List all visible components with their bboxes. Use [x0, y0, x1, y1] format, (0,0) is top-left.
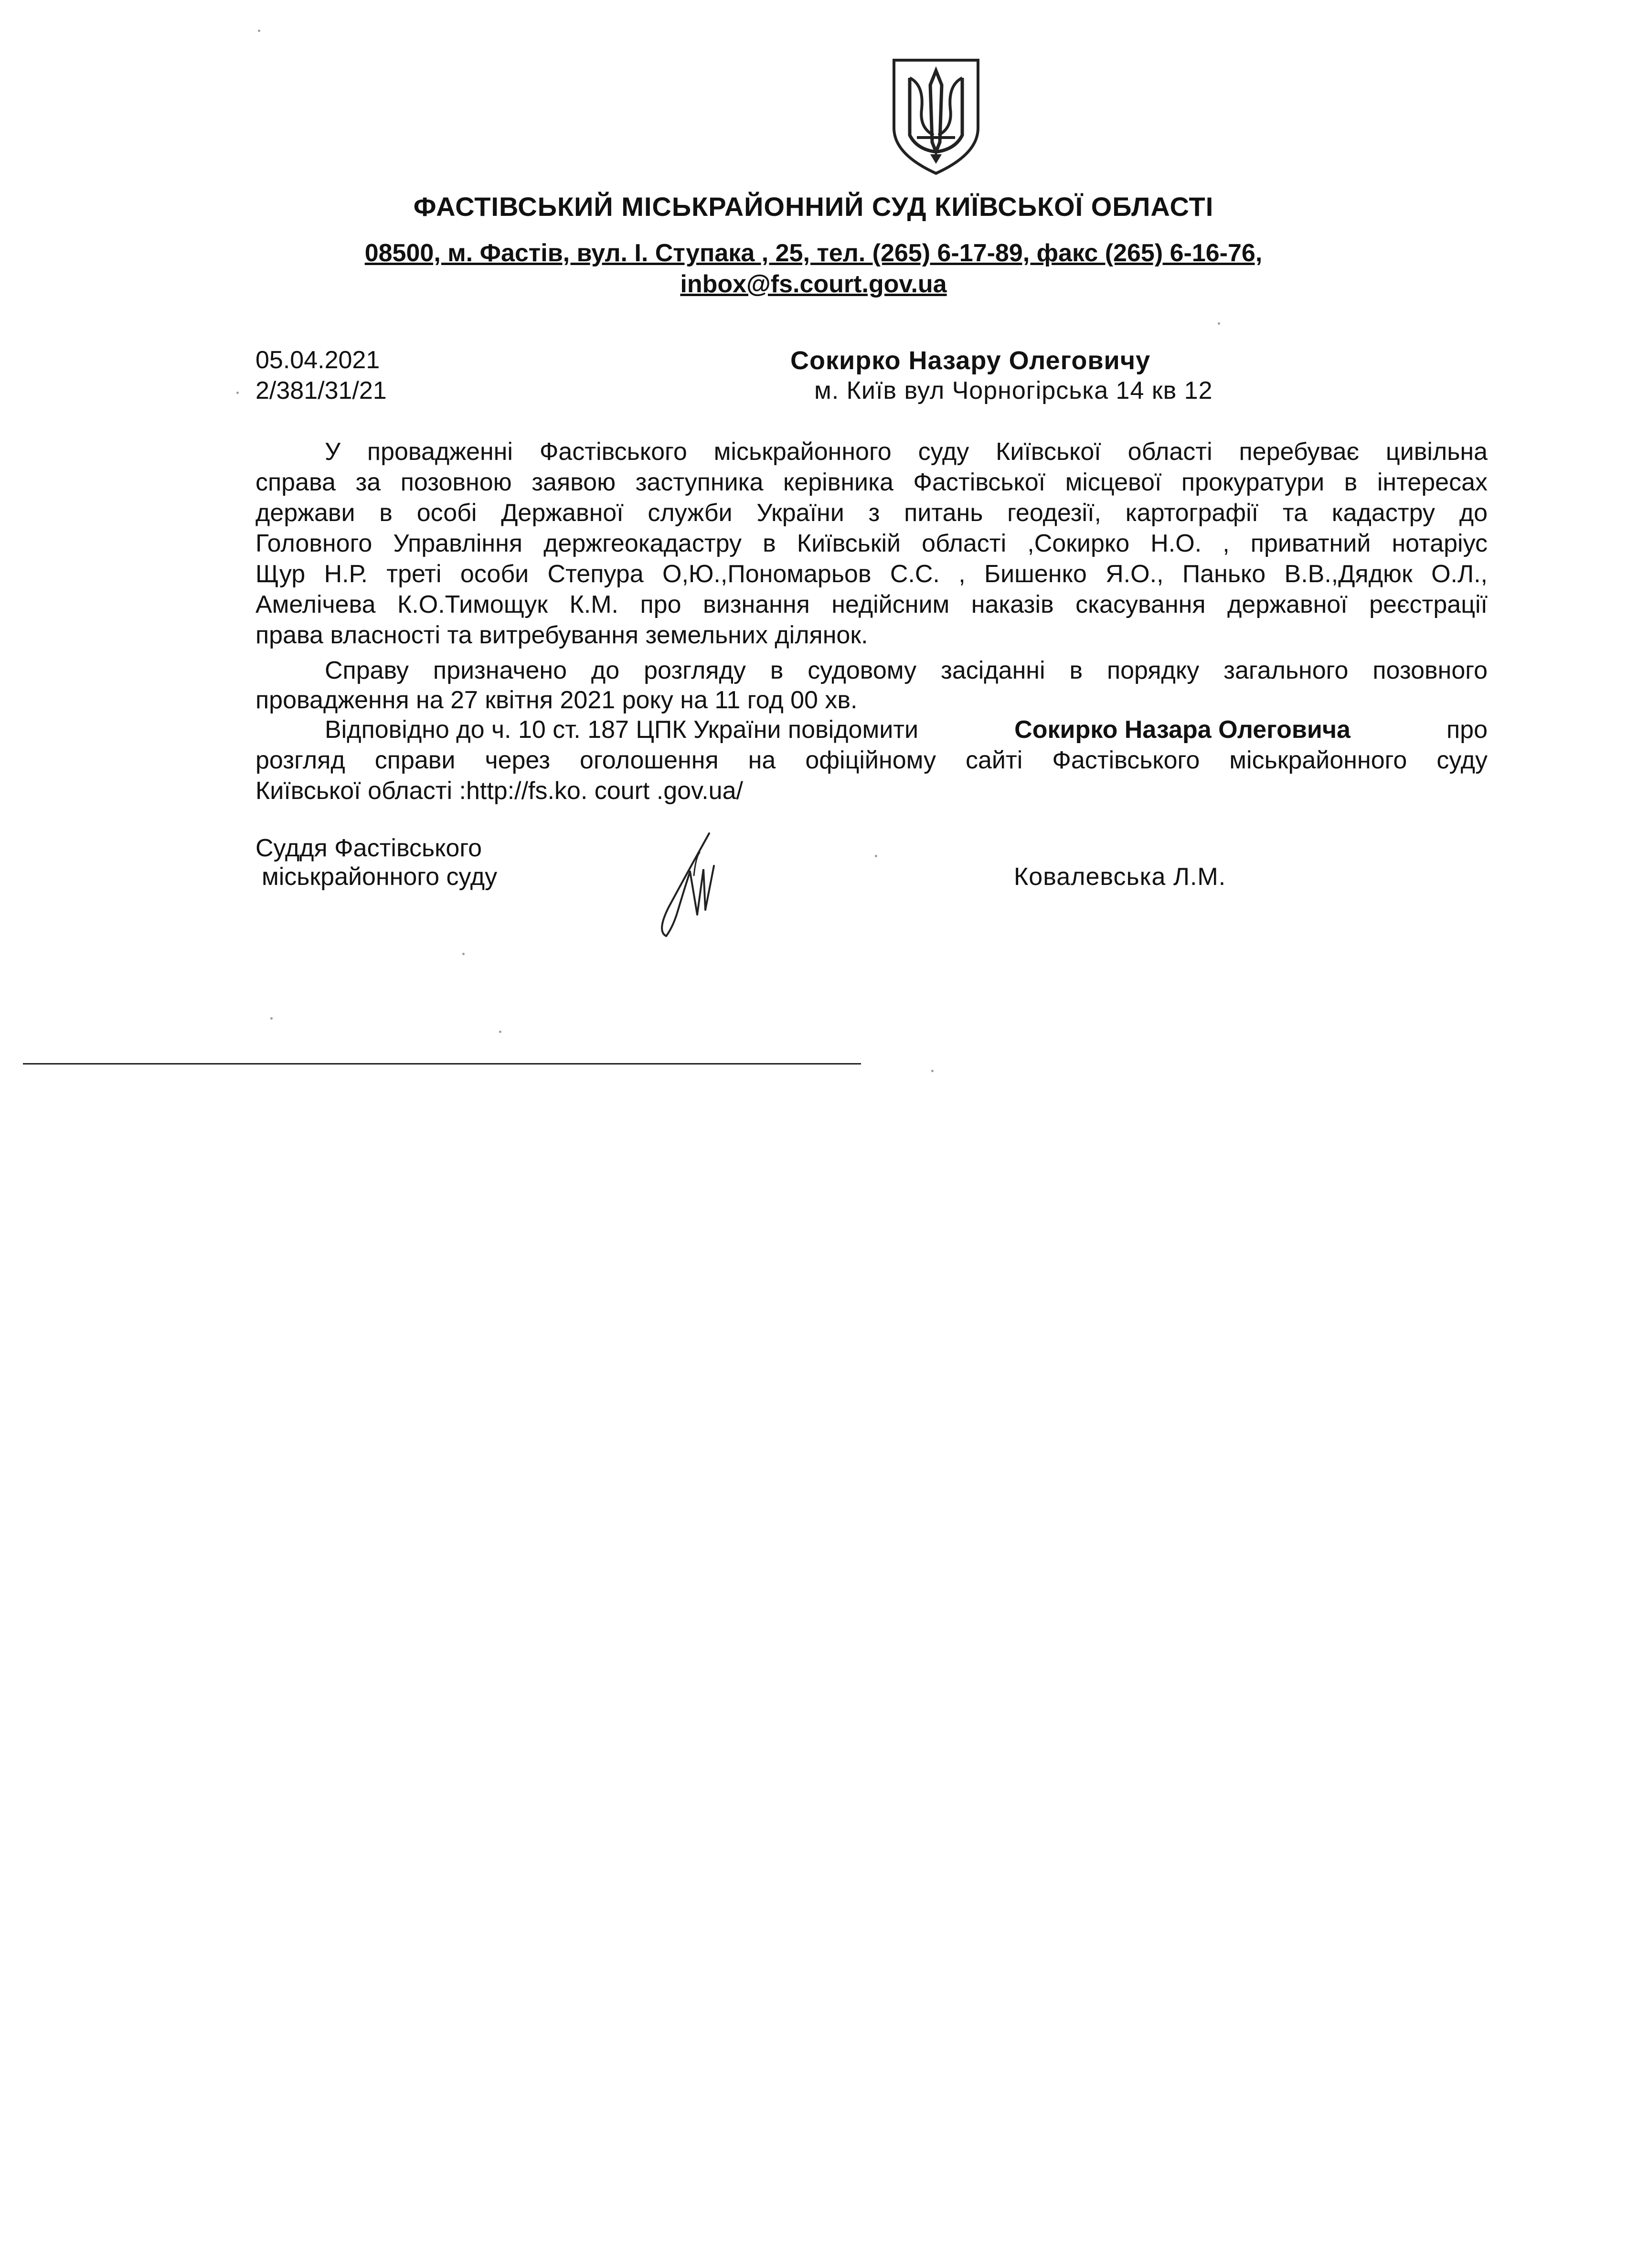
judge-name: Ковалевська Л.М.: [1014, 863, 1226, 891]
body-line: справа за позовною заявою заступника керівника Фастівської місцевої прокуратури в інтересах: [255, 469, 1488, 496]
body-line: розгляд справи через оголошення на офіційному сайті Фастівського міськрайонного суду: [255, 746, 1488, 774]
scan-speck: [1218, 322, 1220, 325]
court-name-heading: ФАСТІВСЬКИЙ МІСЬКРАЙОННИЙ СУД КИЇВСЬКОЇ ОБЛАСТІ: [413, 192, 1214, 222]
addressee-address: м. Київ вул Чорногірська 14 кв 12: [814, 377, 1213, 405]
scan-speck: [270, 1017, 273, 1020]
body-line: держави в особі Державної служби України з питань геодезії, картографії та кадастру до: [255, 499, 1488, 527]
document-number: 2/381/31/21: [255, 377, 387, 405]
body-line: Щур Н.Р. треті особи Степура О,Ю.,Пономарьов С.С. , Бишенко Я.О., Панько В.В.,Дядюк О.Л.,: [255, 560, 1488, 588]
body-line: провадження на 27 квітня 2021 року на 11 год 00 хв.: [255, 686, 858, 714]
court-website-line: Київської області :http://fs.ko. court .gov.ua/: [255, 777, 743, 805]
scan-speck: [875, 855, 877, 857]
addressee-name: Сокирко Назару Олеговичу: [790, 346, 1151, 375]
court-address-line: 08500, м. Фастів, вул. І. Ступака , 25, тел. (265) 6-17-89, факс (265) 6-16-76,: [364, 239, 1263, 267]
body-line: Амелічева К.О.Тимощук К.М. про визнання недійсним наказів скасування державної реєстрації: [255, 591, 1488, 618]
court-email-line: inbox@fs.court.gov.ua: [680, 270, 947, 298]
body-text-suffix: про: [1446, 716, 1488, 744]
scan-speck: [499, 1031, 501, 1033]
tryzub-emblem-icon: [888, 56, 984, 176]
handwritten-signature: [652, 824, 747, 943]
judge-title-line: Суддя Фастівського: [255, 834, 482, 862]
bottom-divider: [23, 1063, 861, 1065]
scan-speck: [258, 30, 260, 32]
scan-speck: [236, 392, 239, 394]
body-line: Справу призначено до розгляду в судовому засіданні в порядку загального позовного: [325, 657, 1488, 684]
body-text-prefix: Відповідно до ч. 10 ст. 187 ЦПК України повідомити: [325, 716, 919, 744]
body-line: Головного Управління держгеокадастру в Київській області ,Сокирко Н.О. , приватний нотаріус: [255, 530, 1488, 557]
scan-speck: [462, 953, 465, 955]
body-line: [325, 717, 1488, 742]
body-line: У провадженні Фастівського міськрайонного суду Київської області перебуває цивільна: [325, 438, 1488, 466]
addressee-name-inline: Сокирко Назара Олеговича: [1014, 716, 1351, 744]
body-line: права власності та витребування земельних ділянок.: [255, 621, 868, 649]
document-date: 05.04.2021: [255, 346, 380, 374]
scan-speck: [931, 1070, 934, 1072]
judge-title-line: міськрайонного суду: [262, 863, 498, 891]
